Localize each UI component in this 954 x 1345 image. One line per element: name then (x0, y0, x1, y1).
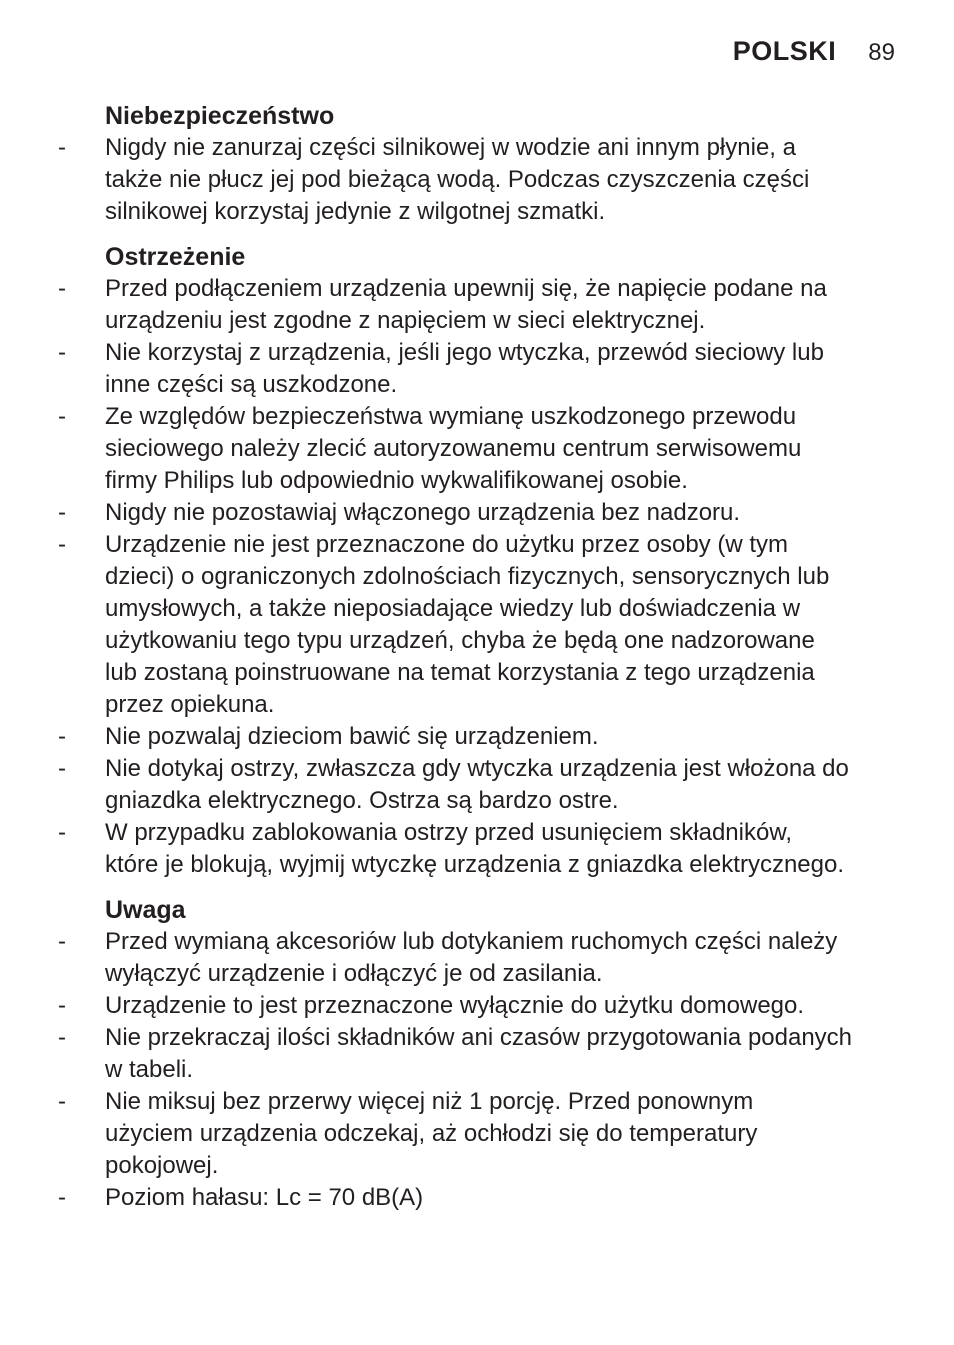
item-text-line: przez opiekuna. (105, 691, 275, 718)
item-text-line: w tabeli. (105, 1056, 194, 1083)
page-header (733, 36, 895, 67)
list-item (56, 273, 904, 337)
item-text-line: inne części są uszkodzone. (105, 371, 398, 398)
item-text-line: Przed podłączeniem urządzenia upewnij się, że napięcie podane na (105, 275, 827, 302)
item-text-line: Nie miksuj bez przerwy więcej niż 1 porcję. Przed ponownym (105, 1088, 754, 1115)
bullet-dash: - (58, 1024, 66, 1051)
bullet-list (56, 132, 904, 228)
section (56, 241, 904, 881)
list-item (56, 926, 904, 990)
item-text-line: silnikowej korzystaj jedynie z wilgotnej szmatki. (105, 198, 606, 225)
item-text-line: Urządzenie to jest przeznaczone wyłącznie do użytku domowego. (105, 992, 805, 1019)
item-text-line: Nigdy nie pozostawiaj włączonego urządzenia bez nadzoru. (105, 499, 741, 526)
list-item (56, 817, 904, 881)
page-number: 89 (868, 39, 895, 66)
item-text-line: Nie dotykaj ostrzy, zwłaszcza gdy wtyczka urządzenia jest włożona do (105, 755, 849, 782)
bullet-dash: - (58, 403, 66, 430)
section-heading: Niebezpieczeństwo (105, 102, 335, 130)
item-text-line: firmy Philips lub odpowiednio wykwalifikowanej osobie. (105, 467, 688, 494)
item-text-line: które je blokują, wyjmij wtyczkę urządzenia z gniazdka elektrycznego. (105, 851, 844, 878)
bullet-dash: - (58, 531, 66, 558)
bullet-dash: - (58, 1088, 66, 1115)
item-text-line: W przypadku zablokowania ostrzy przed usunięciem składników, (105, 819, 792, 846)
item-text-line: lub zostaną poinstruowane na temat korzystania z tego urządzenia (105, 659, 815, 686)
bullet-dash: - (58, 134, 66, 161)
item-text-line: wyłączyć urządzenie i odłączyć je od zasilania. (105, 960, 603, 987)
section-heading: Ostrzeżenie (105, 243, 246, 271)
list-item (56, 1086, 904, 1182)
item-text-line: umysłowych, a także nieposiadające wiedzy lub doświadczenia w (105, 595, 801, 622)
list-item (56, 1182, 904, 1214)
language-label: POLSKI (732, 36, 837, 66)
list-item (56, 529, 904, 721)
list-item (56, 721, 904, 753)
bullet-dash: - (58, 928, 66, 955)
item-text-line: urządzeniu jest zgodne z napięciem w sieci elektrycznej. (105, 307, 706, 334)
bullet-dash: - (58, 723, 66, 750)
bullet-dash: - (58, 1184, 66, 1211)
section (56, 894, 904, 1214)
item-text-line: Nie pozwalaj dzieciom bawić się urządzeniem. (105, 723, 599, 750)
list-item (56, 990, 904, 1022)
document-body (56, 100, 904, 1227)
item-text-line: Nigdy nie zanurzaj części silnikowej w wodzie ani innym płynie, a (105, 134, 796, 161)
list-item (56, 132, 904, 228)
item-text-line: użyciem urządzenia odczekaj, aż ochłodzi się do temperatury (105, 1120, 758, 1147)
item-text-line: Ze względów bezpieczeństwa wymianę uszkodzonego przewodu (105, 403, 797, 430)
list-item (56, 337, 904, 401)
item-text-line: Nie korzystaj z urządzenia, jeśli jego wtyczka, przewód sieciowy lub (105, 339, 824, 366)
item-text-line: dzieci) o ograniczonych zdolnościach fizycznych, sensorycznych lub (105, 563, 830, 590)
item-text-line: użytkowaniu tego typu urządzeń, chyba że będą one nadzorowane (105, 627, 815, 654)
section (56, 100, 904, 228)
item-text-line: Poziom hałasu: Lc = 70 dB(A) (105, 1184, 424, 1211)
list-item (56, 753, 904, 817)
bullet-dash: - (58, 819, 66, 846)
bullet-list (56, 926, 904, 1214)
list-item (56, 1022, 904, 1086)
item-text-line: Urządzenie nie jest przeznaczone do użytku przez osoby (w tym (105, 531, 788, 558)
list-item (56, 497, 904, 529)
bullet-dash: - (58, 499, 66, 526)
item-text-line: Przed wymianą akcesoriów lub dotykaniem ruchomych części należy (105, 928, 838, 955)
list-item (56, 401, 904, 497)
item-text-line: gniazdka elektrycznego. Ostrza są bardzo ostre. (105, 787, 619, 814)
item-text-line: pokojowej. (105, 1152, 219, 1179)
bullet-dash: - (58, 339, 66, 366)
item-text-line: sieciowego należy zlecić autoryzowanemu centrum serwisowemu (105, 435, 802, 462)
bullet-dash: - (58, 755, 66, 782)
bullet-dash: - (58, 275, 66, 302)
bullet-list (56, 273, 904, 881)
item-text-line: Nie przekraczaj ilości składników ani czasów przygotowania podanych (105, 1024, 853, 1051)
item-text-line: także nie płucz jej pod bieżącą wodą. Podczas czyszczenia części (105, 166, 810, 193)
section-heading: Uwaga (105, 896, 186, 924)
bullet-dash: - (58, 992, 66, 1019)
